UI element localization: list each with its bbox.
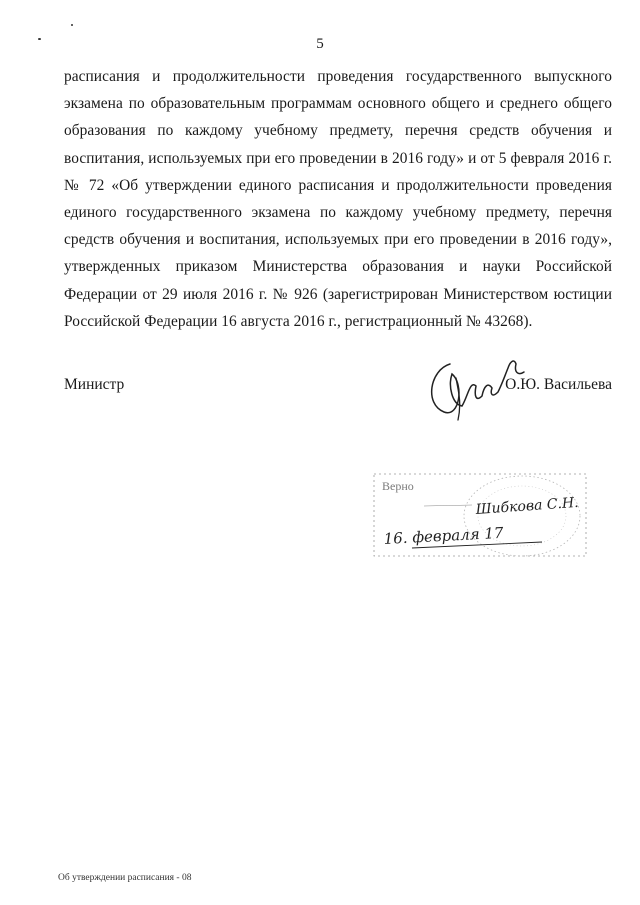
handwritten-signature: [418, 346, 528, 428]
certification-stamp: [372, 470, 590, 560]
stamp-handwritten-date: 16. февраля 17: [383, 523, 504, 548]
body-paragraph: расписания и продолжительности проведения государственного выпускного экзамена по образовательным программам основного общего и среднего общего образования по каждому учебному предмету, перечня средств обучения и воспитания, используемых при его проведении в 2016 году» и от 5 февраля 2016 г. № 72 «Об утверждении единого расписания и продолжительности проведения единого государственного экзамена по каждому учебному предмету, перечня средств обучения и воспитания, используемых при его проведении в 2016 году», утвержденных приказом Министерства образования и науки Российской Федерации от 29 июля 2016 г. № 926 (зарегистрирован Министерством юстиции Российской Федерации 16 августа 2016 г., регистрационный № 43268).: [64, 68, 612, 330]
stamp-handwritten-name: Шибкова С.Н.: [475, 494, 580, 518]
scan-speck: [71, 24, 73, 26]
signatory-title: Министр: [64, 376, 125, 393]
signatory-name: О.Ю. Васильева: [505, 376, 612, 393]
page-number: 5: [316, 36, 324, 52]
document-footer: Об утверждении расписания - 08: [58, 873, 192, 883]
stamp-label: Верно: [382, 479, 414, 493]
